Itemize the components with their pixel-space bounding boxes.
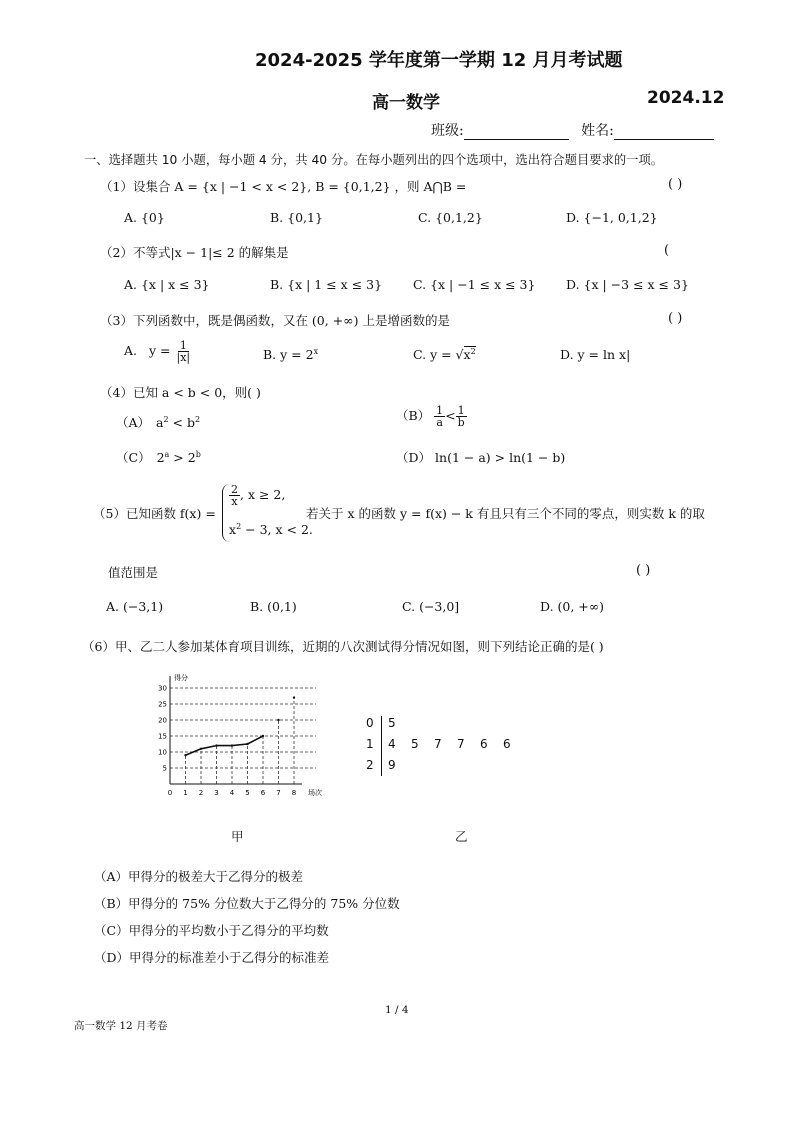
q4-a-sup2: 2 — [195, 414, 201, 424]
q2-option-a: A. {x | x ≤ 3} — [124, 277, 210, 292]
q3-c-radicand — [464, 346, 476, 362]
leaf-value: 5 — [388, 716, 396, 730]
stem-value: 1 — [366, 737, 374, 751]
q5-case1-frac — [229, 484, 240, 507]
class-blank — [464, 125, 569, 140]
q5-option-a: A. (−3,1) — [106, 599, 164, 614]
q3-a-den: |x| — [176, 351, 191, 364]
stem-value: 2 — [366, 758, 374, 772]
data-point — [184, 754, 186, 756]
q6-option-d: （D）甲得分的标准差小于乙得分的标准差 — [94, 950, 330, 965]
stem-leaf-row — [366, 716, 411, 730]
x-tick-label: 3 — [214, 789, 219, 797]
leaf-value: 7 — [434, 737, 442, 751]
q4-b-d1: a — [436, 416, 443, 429]
x-tick-label: 6 — [260, 789, 266, 797]
q5-case2-rest: − 3, x < 2. — [241, 522, 313, 538]
q5-prefix: （5）已知函数 f(x) = — [93, 506, 216, 521]
x-tick-label: 2 — [198, 789, 204, 797]
q6-option-c: （C）甲得分的平均数小于乙得分的平均数 — [94, 923, 329, 938]
page-number: 1 / 4 — [385, 1004, 409, 1016]
y-axis-title: 得分 — [174, 674, 188, 682]
q5-option-b: B. (0,1) — [250, 599, 297, 614]
q4-option-d — [396, 448, 565, 466]
q4-a-var: a — [156, 415, 164, 430]
name-blank — [614, 125, 714, 140]
q4-d-label: （D） — [396, 450, 432, 465]
x-tick-label: 0 — [167, 789, 173, 797]
label-yi: 乙 — [455, 829, 468, 844]
x-tick-label: 7 — [276, 789, 281, 797]
q3-a-lhs: y = — [149, 343, 171, 358]
y-tick-label: 20 — [158, 716, 167, 725]
q1-option-a: A. {0} — [124, 210, 165, 225]
x-tick-label: 1 — [183, 789, 188, 797]
y-tick-label: 5 — [162, 764, 167, 773]
q4-c-label: （C） — [116, 450, 151, 465]
data-point — [246, 743, 248, 745]
q5-case2 — [229, 522, 313, 537]
q4-b-frac2 — [456, 405, 467, 428]
q3-c-sup: 2 — [470, 347, 476, 356]
q6-stem: （6）甲、乙二人参加某体育项目训练，近期的八次测试得分情况如图，则下列结论正确的是( ) — [82, 639, 604, 654]
q6-option-a: （A）甲得分的极差大于乙得分的极差 — [94, 869, 304, 884]
q3-option-b — [263, 347, 318, 362]
q1-option-c: C. {0,1,2} — [418, 210, 483, 225]
q5-case1 — [229, 484, 285, 507]
q4-b-lt: < — [445, 408, 456, 423]
q4-c-sup2: b — [195, 449, 201, 459]
subject-title: 高一数学 — [372, 93, 440, 113]
stem-leaf-row — [366, 737, 526, 751]
q4-b-label: （B） — [396, 408, 431, 423]
exam-date: 2024.12 — [647, 88, 725, 108]
q4-c-sup1: a — [164, 449, 170, 459]
class-label: 班级: — [431, 123, 464, 139]
q5-option-d: D. (0, +∞) — [540, 599, 605, 614]
q4-a-mid: < b — [168, 415, 196, 430]
y-tick-label: 30 — [158, 684, 167, 693]
q3-b-sup: x — [313, 347, 319, 356]
q3-a-num: 1 — [179, 339, 187, 352]
footer-course: 高一数学 12 月考卷 — [74, 1020, 168, 1032]
q5-suffix: 若关于 x 的函数 y = f(x) − k 有且只有三个不同的零点，则实数 k 的取 — [306, 506, 705, 521]
q4-c-mid: > 2 — [169, 450, 196, 465]
exam-title: 2024-2025 学年度第一学期 12 月月考试题 — [255, 50, 623, 71]
q3-option-a — [124, 340, 192, 363]
q4-b-n2: 1 — [457, 404, 465, 417]
q1-stem: （1）设集合 A = {x | −1 < x < 2}, B = {0,1,2} ，则 A⋂B = — [100, 179, 467, 194]
q4-option-c — [116, 448, 201, 466]
q4-a-sup1: 2 — [163, 414, 169, 424]
x-axis-title: 场次 — [308, 789, 322, 797]
q2-option-c: C. {x | −1 ≤ x ≤ 3} — [413, 277, 536, 292]
q2-stem: （2）不等式|x − 1|≤ 2 的解集是 — [100, 245, 289, 260]
q3-a-label: A. — [124, 343, 138, 358]
q5-case2-sup: 2 — [236, 522, 242, 531]
section-heading: 一、选择题共 10 小题，每小题 4 分，共 40 分。在每小题列出的四个选项中，选出符合题目要求的一项。 — [84, 153, 664, 167]
q4-option-a — [116, 413, 200, 431]
q5-case1-den: x — [231, 495, 238, 508]
leaf-value: 7 — [457, 737, 465, 751]
x-tick-label: 8 — [291, 789, 297, 797]
leaf-value: 6 — [480, 737, 488, 751]
data-point — [231, 744, 233, 746]
q3-a-fraction — [175, 340, 193, 363]
y-tick-label: 15 — [158, 732, 167, 741]
q4-b-frac1 — [434, 405, 445, 428]
q5-line2: 值范围是 — [108, 565, 159, 580]
q1-paren: ( ) — [668, 177, 683, 192]
data-point — [200, 748, 202, 750]
label-jia: 甲 — [231, 829, 244, 844]
y-tick-label: 25 — [158, 700, 167, 709]
leaf-value: 6 — [503, 737, 511, 751]
q4-b-d2: b — [457, 416, 465, 429]
q3-stem: （3）下列函数中，既是偶函数，又在 (0, +∞) 上是增函数的是 — [100, 313, 450, 328]
q2-paren: ( — [664, 243, 670, 258]
q3-c-rad: x — [463, 347, 471, 363]
x-tick-label: 5 — [245, 789, 250, 797]
stem-leaf-row — [366, 758, 411, 772]
yi-stem-leaf-plot — [366, 716, 536, 778]
leaf-value: 5 — [411, 737, 419, 751]
q4-option-b — [396, 405, 467, 428]
leaf-value: 9 — [388, 758, 396, 772]
q1-option-d: D. {−1, 0,1,2} — [566, 210, 658, 225]
q5-option-c: C. (−3,0] — [402, 599, 460, 614]
q1-option-b: B. {0,1} — [270, 210, 323, 225]
q2-option-b: B. {x | 1 ≤ x ≤ 3} — [270, 277, 383, 292]
data-point — [215, 744, 217, 746]
q3-option-d: D. y = ln x| — [560, 347, 631, 362]
name-label: 姓名: — [581, 123, 614, 139]
q4-a-label: （A） — [116, 415, 151, 430]
data-point — [277, 719, 279, 721]
q4-d-text: ln(1 − a) > ln(1 − b) — [435, 450, 566, 465]
q4-b-n1: 1 — [436, 404, 444, 417]
q5-case2-base: x — [229, 522, 237, 538]
y-tick-label: 10 — [158, 748, 167, 757]
jia-line-chart — [140, 672, 340, 804]
q4-c-base1: 2 — [156, 450, 165, 465]
q5-paren: ( ) — [636, 563, 651, 578]
x-tick-label: 4 — [229, 789, 235, 797]
q4-stem: （4）已知 a < b < 0，则( ) — [100, 385, 261, 400]
q3-option-c — [413, 347, 476, 362]
stem-value: 0 — [366, 716, 374, 730]
q5-case1-num: 2 — [231, 483, 238, 496]
class-field — [431, 120, 714, 140]
q2-option-d: D. {x | −3 ≤ x ≤ 3} — [566, 277, 689, 292]
q3-b-text: B. y = 2 — [263, 347, 314, 363]
leaf-value: 4 — [388, 737, 396, 751]
q3-c-prefix: C. y = √ — [413, 347, 464, 363]
q3-paren: ( ) — [668, 311, 683, 326]
data-point — [262, 735, 264, 737]
q6-option-b: （B）甲得分的 75% 分位数大于乙得分的 75% 分位数 — [94, 896, 400, 911]
data-point — [293, 696, 295, 698]
q5-case1-cond: , x ≥ 2, — [240, 487, 286, 502]
